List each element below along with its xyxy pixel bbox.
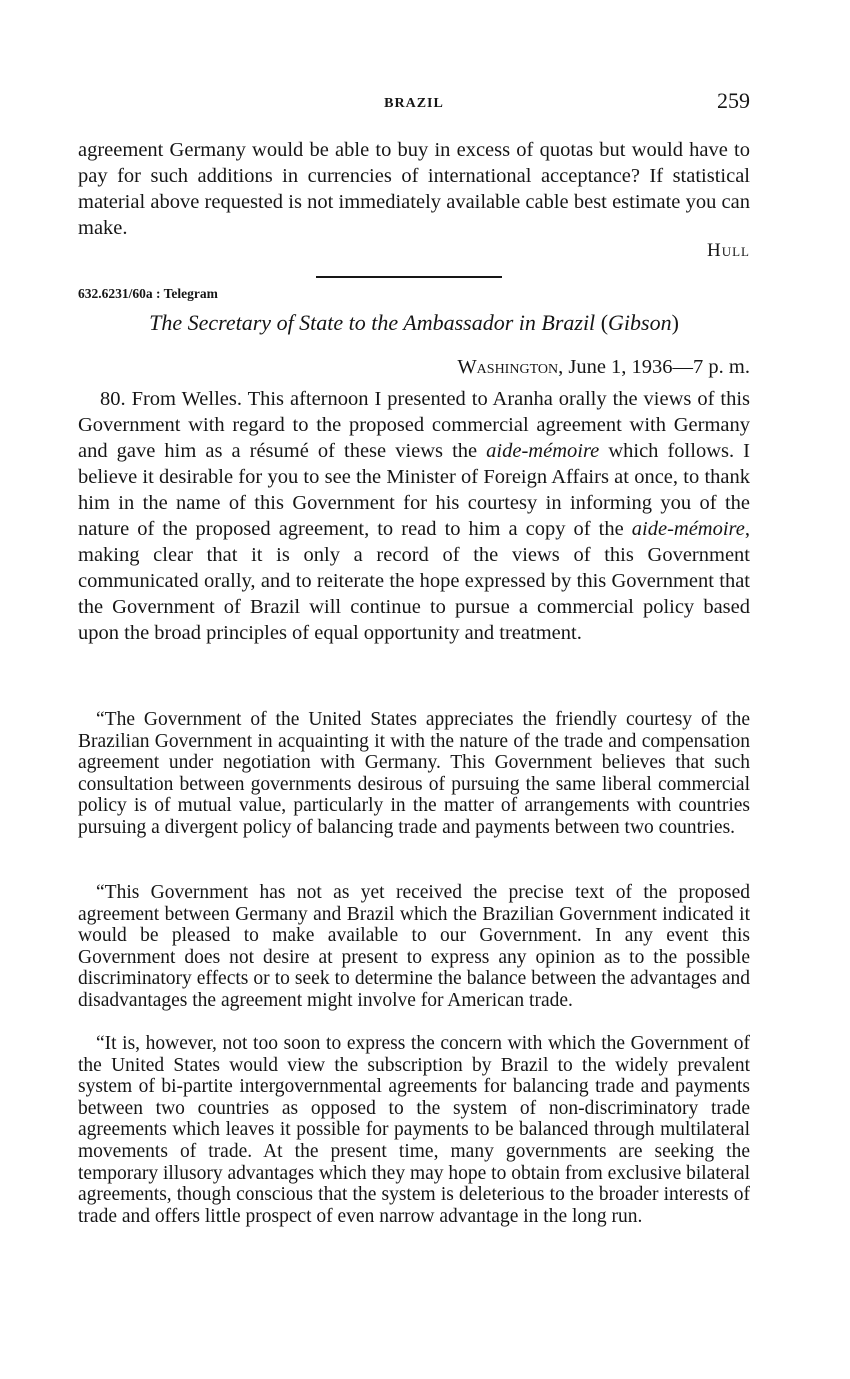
continuation-paragraph: agreement Germany would be able to buy in excess of quotas but would have to pay for such additions in currencies of international acceptance? If statistical material above requested is not immediately available cable best estimate you can make. [78,139,750,239]
title-addressee: The Secretary of State to the Ambassador in Brazil [149,310,596,335]
dateline-place: Washington [457,356,559,378]
title-ambassador-name: Gibson [608,310,672,335]
quoted-paragraph-text: “This Government has not as yet received the precise text of the proposed agreement between Germany and Brazil which the Brazilian Government indicated it would be pleased to make available to our Government. In any event this Government does not desire at present to express any opinion as to the possible discriminatory effects or to seek to determine the balance between the advantages and disadvantages the agreement might involve for American trade. [78,882,750,1011]
quoted-paragraph [78,882,750,1012]
dateline-date: , June 1, 1936—7 p. m. [558,356,750,378]
title-paren-open: ( [595,310,609,335]
quoted-paragraph-text: “The Government of the United States appreciates the friendly courtesy of the Brazilian Government in acquainting it with the nature of the trade and compensation agreement under negotiation with Germany. This Government believes that such consultation between governments desirous of pursuing the same liberal commercial policy is of mutual value, particularly in the matter of arrangements with countries pursuing a divergent policy of balancing trade and payments between two countries. [78,709,750,838]
body-text-2: which follows. I believe it desirable for you to see the Minister of Foreign Affairs at once, to thank him in the name of this Government for his courtesy in informing you of the nature of the proposed agreement, to read to him a copy of the [78,440,750,540]
body-text-1: 80. From Welles. This afternoon I presented to Aranha orally the views of this Government with regard to the proposed commercial agreement with Germany and gave him as a résumé of these views the [78,388,750,462]
title-paren-close: ) [671,310,679,335]
aide-memoire-term: aide-mémoire [631,518,745,540]
section-divider [316,276,502,278]
body-text-3: , making clear that it is only a record of the views of this Government communicated orally, and to reiterate the hope expressed by this Government that the Government of Brazil will continue to pursue a commercial policy based upon the broad principles of equal opportunity and treatment. [78,518,750,644]
running-head: BRAZIL [384,96,444,111]
document-title [78,310,750,336]
telegram-body [78,386,750,646]
signature: Hull [707,240,750,261]
dateline [457,356,750,379]
page-number: 259 [717,88,750,113]
file-reference: 632.6231/60a : Telegram [78,286,218,301]
quoted-paragraph [78,709,750,839]
quoted-paragraph [78,1033,750,1227]
quoted-paragraph-text: “It is, however, not too soon to express the concern with which the Government of the United States would view the subscription by Brazil to the widely prevalent system of bi-partite intergovernmental agreements for balancing trade and payments between two countries as opposed to the system of non-discriminatory trade agreements which leaves it possible for payments to be balanced through multilateral movements of trade. At the present time, many governments are seeking the temporary illusory advantages which they may hope to obtain from exclusive bilateral agreements, though conscious that the system is deleterious to the broader interests of trade and offers little prospect of even narrow advantage in the long run. [78,1033,751,1227]
page-header [78,88,750,124]
aide-memoire-term: aide-mémoire [486,440,600,462]
